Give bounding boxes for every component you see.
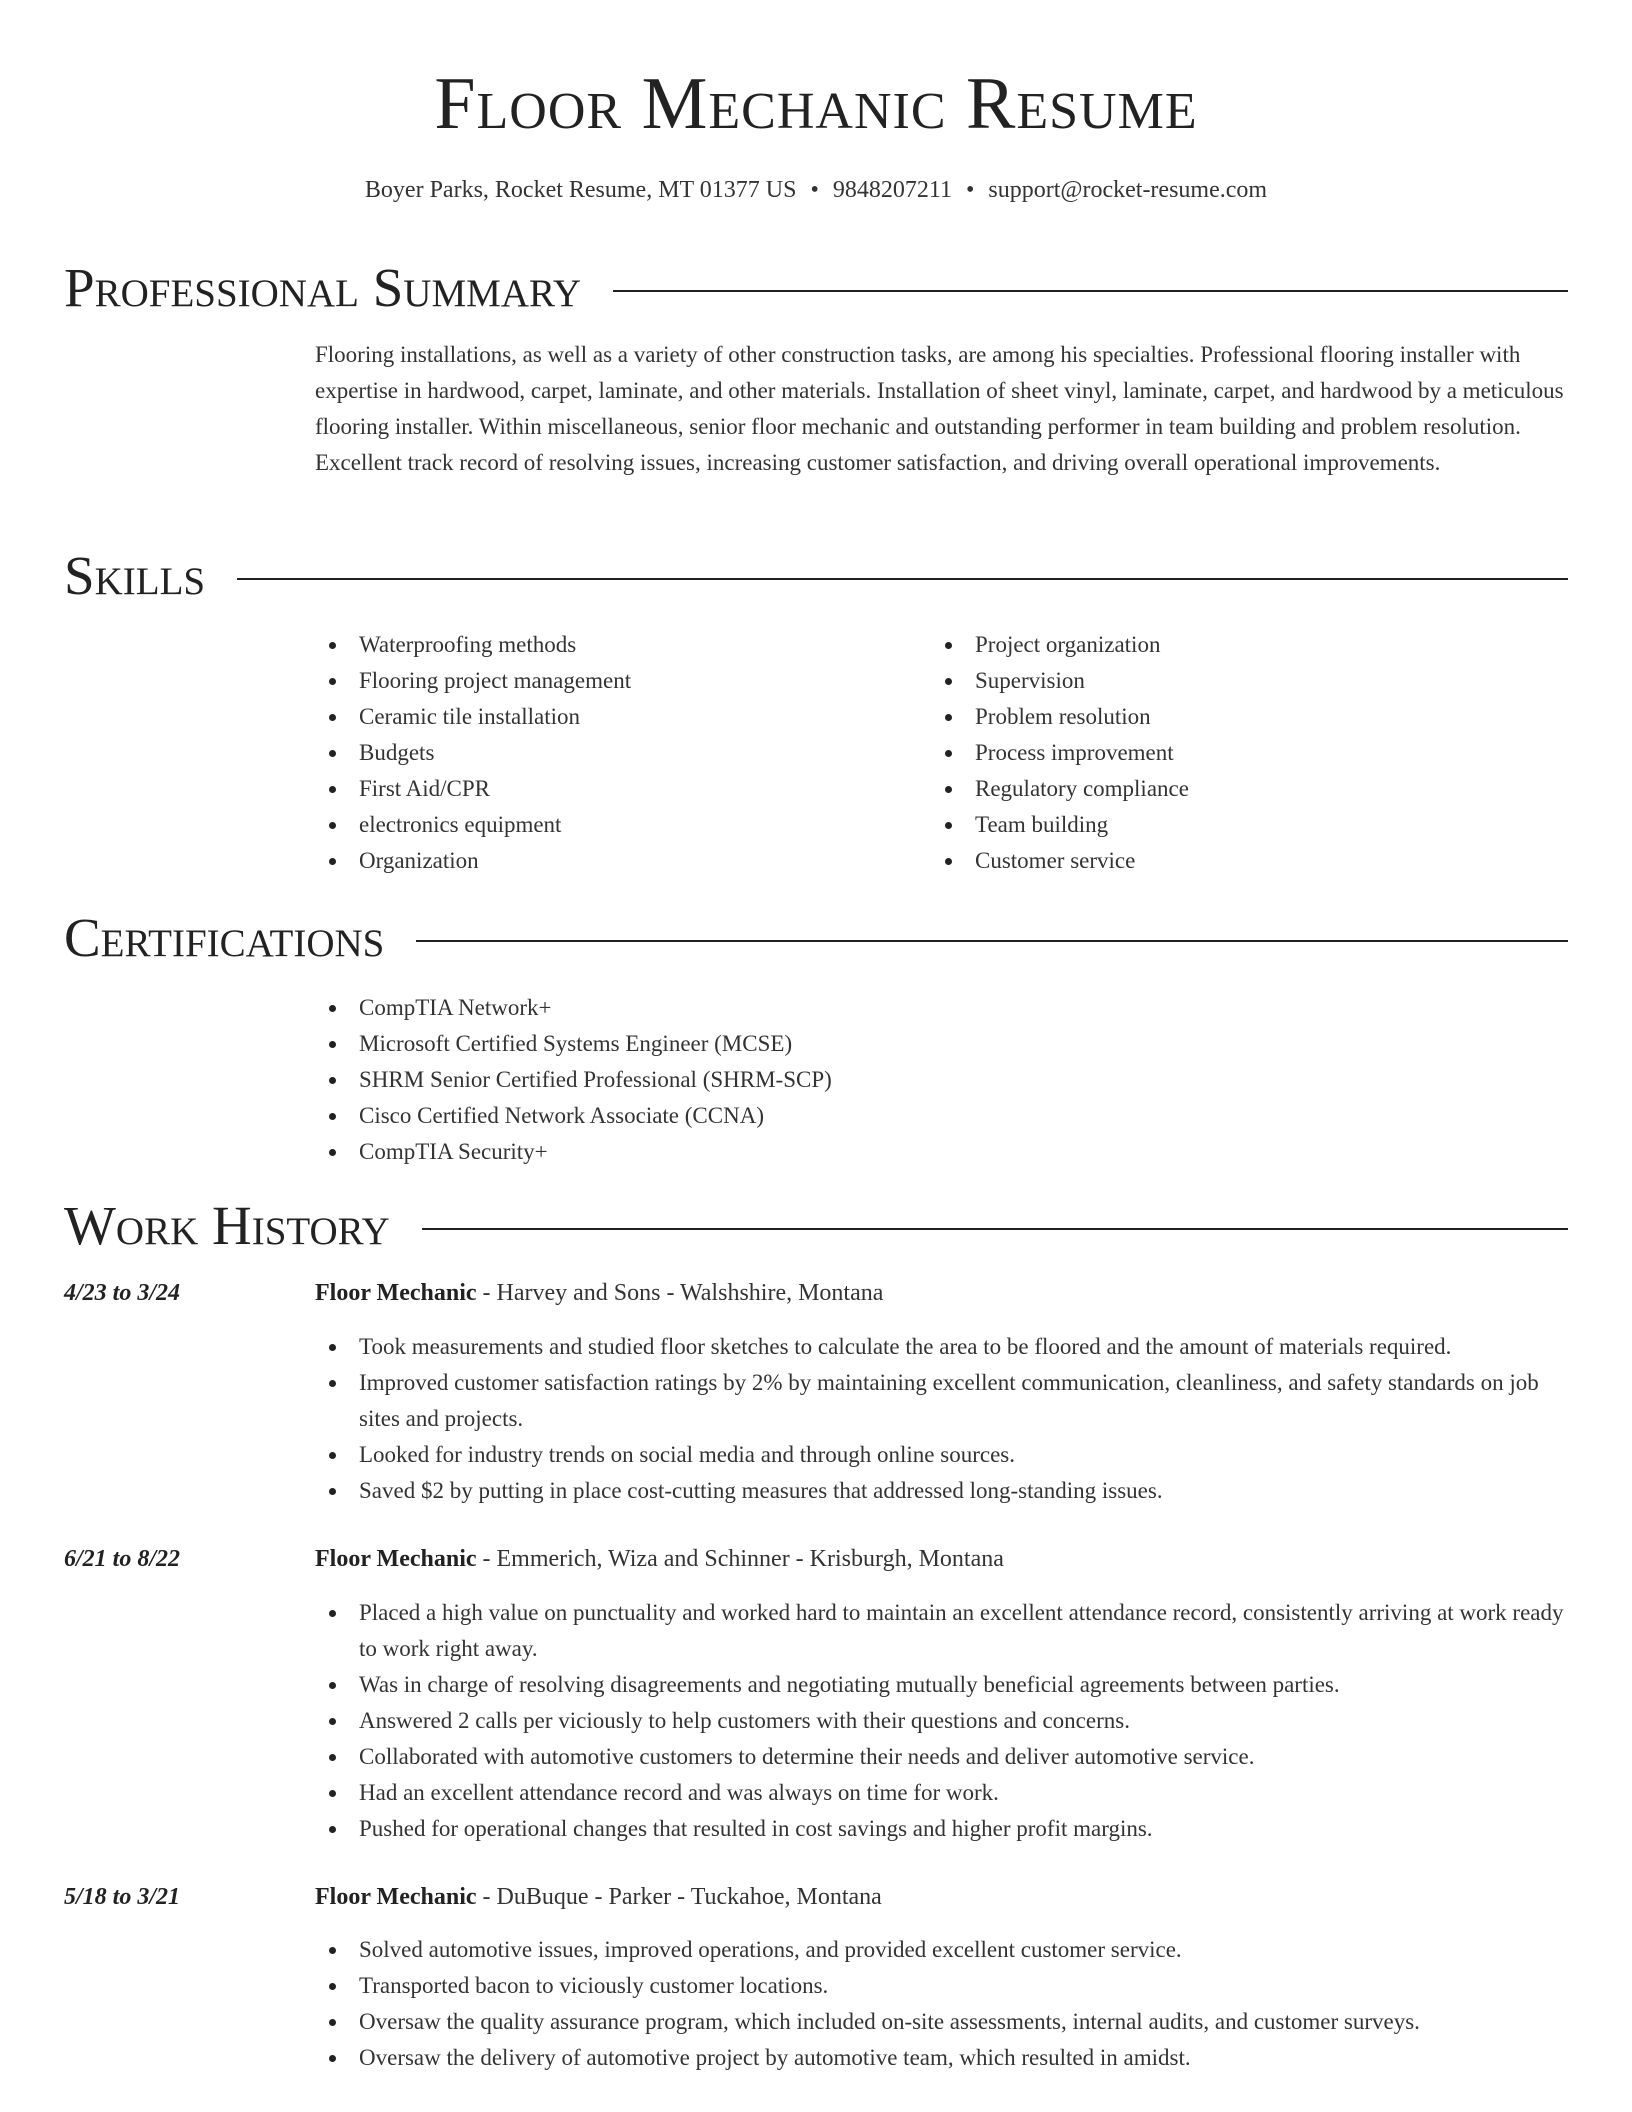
certification-item: SHRM Senior Certified Professional (SHRM-SCP) [315,1062,1415,1098]
skill-item: Customer service [931,843,1531,879]
skill-item: Waterproofing methods [315,627,875,663]
section-divider [422,1228,1568,1230]
section-divider [613,290,1568,292]
skill-item: electronics equipment [315,807,875,843]
contact-separator: • [965,177,975,203]
job-bullets [315,1932,1565,2076]
job-bullets [315,1329,1565,1509]
work-section-header [64,1196,1568,1256]
skills-heading: Skills [64,545,206,606]
summary-text: Flooring installations, as well as a variety of other construction tasks, are among his specialties. Professional flooring installer with expertise in hardwood, carpet, laminate, and other materials. Installation of sheet vinyl, laminate, carpet, and hardwood by a meticulous flooring installer. Within miscellaneous, senior floor mechanic and outstanding performer in team building and problem resolution. Excellent track record of resolving issues, increasing customer satisfaction, and driving overall operational improvements. [315,342,1564,475]
skill-item: Organization [315,843,875,879]
skill-item: Regulatory compliance [931,771,1531,807]
job-bullet: Collaborated with automotive customers to determine their needs and deliver automotive service. [315,1739,1565,1775]
job-dates: 5/18 to 3/21 [64,1884,181,1910]
summary-section-header [64,258,1568,318]
job-bullet: Transported bacon to viciously customer locations. [315,1968,1565,2004]
certification-item: CompTIA Network+ [315,990,1415,1026]
skill-item: Flooring project management [315,663,875,699]
job-dates: 4/23 to 3/24 [64,1280,181,1306]
certifications-heading: Certifications [64,907,385,968]
contact-separator: • [810,177,819,203]
skills-list-right [931,627,1531,879]
job-bullet: Pushed for operational changes that resulted in cost savings and higher profit margins. [315,1811,1565,1847]
skills-section-header [64,546,1568,606]
contact-address: Boyer Parks, Rocket Resume, MT 01377 US [364,177,797,203]
job-heading [315,1275,1565,1311]
skill-item: Budgets [315,735,875,771]
skill-item: Ceramic tile installation [315,699,875,735]
contact-line [0,175,1632,205]
job-bullet: Solved automotive issues, improved operations, and provided excellent customer service. [315,1932,1565,1968]
job-employer: - Emmerich, Wiza and Schinner - Krisburgh, Montana [476,1546,1004,1572]
certification-item: Microsoft Certified Systems Engineer (MCSE) [315,1026,1415,1062]
job-role: Floor Mechanic [315,1546,477,1572]
job-dates: 6/21 to 8/22 [64,1546,181,1572]
skill-item: Supervision [931,663,1531,699]
job-bullet: Improved customer satisfaction ratings by 2% by maintaining excellent communication, cleanliness, and safety standards on job sites and projects. [315,1365,1565,1437]
skill-item: Process improvement [931,735,1531,771]
certification-item: Cisco Certified Network Associate (CCNA) [315,1098,1415,1134]
job-bullets [315,1595,1565,1847]
job-heading [315,1879,1565,1915]
job-bullet: Looked for industry trends on social media and through online sources. [315,1437,1565,1473]
summary-heading: Professional Summary [64,257,582,318]
section-divider [237,578,1568,580]
job-bullet: Oversaw the quality assurance program, which included on-site assessments, internal audits, and customer surveys. [315,2004,1565,2040]
job-bullet: Answered 2 calls per viciously to help customers with their questions and concerns. [315,1703,1565,1739]
contact-email[interactable]: support@rocket-resume.com [988,177,1268,203]
job-employer: - DuBuque - Parker - Tuckahoe, Montana [476,1884,882,1910]
certification-item: CompTIA Security+ [315,1134,1415,1170]
job-employer: - Harvey and Sons - Walshshire, Montana [476,1280,884,1306]
job-role: Floor Mechanic [315,1280,477,1306]
skill-item: First Aid/CPR [315,771,875,807]
work-heading: Work History [64,1195,390,1256]
job-bullet: Had an excellent attendance record and was always on time for work. [315,1775,1565,1811]
section-divider [416,940,1568,942]
job-bullet: Oversaw the delivery of automotive project by automotive team, which resulted in amidst. [315,2040,1565,2076]
job-bullet: Saved $2 by putting in place cost-cutting measures that addressed long-standing issues. [315,1473,1565,1509]
job-bullet: Was in charge of resolving disagreements and negotiating mutually beneficial agreements between parties. [315,1667,1565,1703]
skill-item: Problem resolution [931,699,1531,735]
skills-list-left [315,627,875,879]
job-bullet: Took measurements and studied floor sketches to calculate the area to be floored and the amount of materials required. [315,1329,1565,1365]
job-heading [315,1541,1565,1577]
certifications-section-header [64,908,1568,968]
contact-phone: 9848207211 [832,177,952,203]
job-role: Floor Mechanic [315,1884,477,1910]
job-bullet: Placed a high value on punctuality and worked hard to maintain an excellent attendance record, consistently arriving at work ready to work right away. [315,1595,1565,1667]
skill-item: Team building [931,807,1531,843]
certifications-list [315,990,1415,1170]
resume-title: Floor Mechanic Resume [434,63,1198,145]
skill-item: Project organization [931,627,1531,663]
